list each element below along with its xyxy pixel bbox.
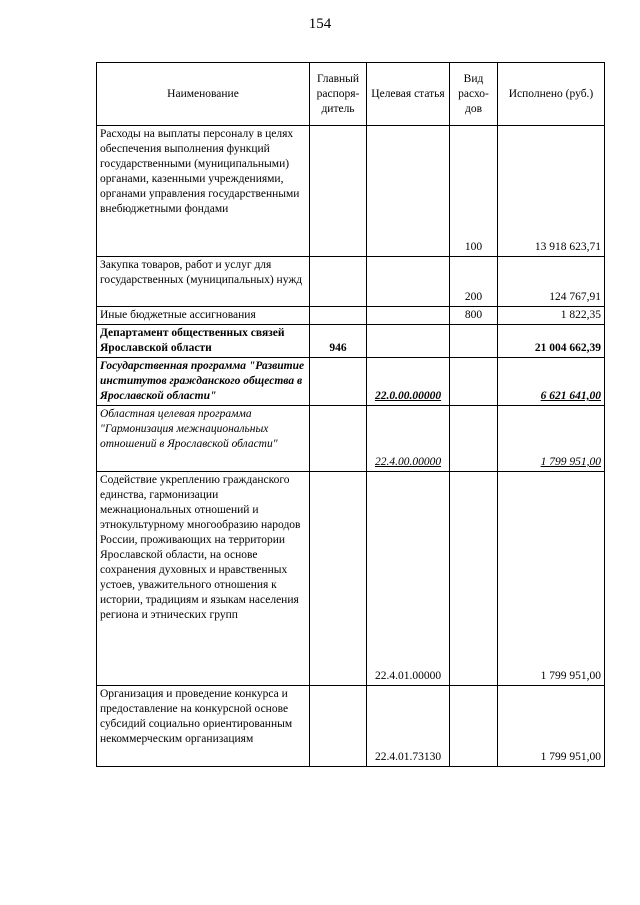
- page-number: 154: [308, 16, 332, 32]
- row-target: 22.4.01.73130: [367, 686, 450, 767]
- row-name: Областная целевая программа "Гармонизация межнациональных отношений в Ярославской области": [97, 406, 310, 472]
- header-executed: Исполнено (руб.): [498, 63, 605, 126]
- row-kind: [450, 325, 498, 358]
- row-name: Государственная программа "Развитие институтов гражданского общества в Ярославской области": [97, 358, 310, 406]
- table-row: [97, 686, 605, 767]
- row-kind: 100: [450, 126, 498, 257]
- table-row: [97, 472, 605, 686]
- row-kind: 800: [450, 307, 498, 325]
- row-target: [367, 325, 450, 358]
- header-name: Наименование: [97, 63, 310, 126]
- row-executed: 13 918 623,71: [498, 126, 605, 257]
- header-chief-manager: Главный распоря-дитель: [310, 63, 367, 126]
- row-chief: 946: [310, 325, 367, 358]
- row-chief: [310, 358, 367, 406]
- row-chief: [310, 307, 367, 325]
- table-header-row: [97, 63, 605, 126]
- row-target: [367, 126, 450, 257]
- table-row: [97, 325, 605, 358]
- row-chief: [310, 686, 367, 767]
- table-row: [97, 257, 605, 307]
- row-kind: [450, 686, 498, 767]
- row-name: Содействие укреплению гражданского единства, гармонизации межнациональных отношений и этнокультурному многообразию народов России, проживающих на территории Ярославской области, на основе сохранения духовных и нравственных устоев, уважительного отношения к истории, традициям и языкам населения региона и этнических групп: [97, 472, 310, 686]
- row-name: Закупка товаров, работ и услуг для государственных (муниципальных) нужд: [97, 257, 310, 307]
- row-executed: 6 621 641,00: [498, 358, 605, 406]
- row-target: 22.0.00.00000: [367, 358, 450, 406]
- row-target: [367, 257, 450, 307]
- row-name: Иные бюджетные ассигнования: [97, 307, 310, 325]
- row-target: [367, 307, 450, 325]
- header-expense-kind: Вид расхо-дов: [450, 63, 498, 126]
- row-executed: 1 799 951,00: [498, 472, 605, 686]
- row-chief: [310, 257, 367, 307]
- row-executed: 1 799 951,00: [498, 406, 605, 472]
- budget-execution-table: [96, 62, 605, 767]
- row-chief: [310, 472, 367, 686]
- row-kind: [450, 406, 498, 472]
- row-name: Организация и проведение конкурса и предоставление на конкурсной основе субсидий социально ориентированным некоммерческим организациям: [97, 686, 310, 767]
- table-row: [97, 358, 605, 406]
- row-executed: 1 822,35: [498, 307, 605, 325]
- row-kind: 200: [450, 257, 498, 307]
- header-target-article: Целевая статья: [367, 63, 450, 126]
- row-name: Департамент общественных связей Ярославской области: [97, 325, 310, 358]
- row-name: Расходы на выплаты персоналу в целях обеспечения выполнения функций государственными (муниципальными) органами, казенными учреждениями, органами управления государственными внебюджетными фондами: [97, 126, 310, 257]
- table-row: [97, 406, 605, 472]
- row-executed: 21 004 662,39: [498, 325, 605, 358]
- row-chief: [310, 126, 367, 257]
- row-executed: 124 767,91: [498, 257, 605, 307]
- table-row: [97, 126, 605, 257]
- row-kind: [450, 472, 498, 686]
- row-chief: [310, 406, 367, 472]
- table-row: [97, 307, 605, 325]
- row-target: 22.4.01.00000: [367, 472, 450, 686]
- row-kind: [450, 358, 498, 406]
- row-executed: 1 799 951,00: [498, 686, 605, 767]
- row-target: 22.4.00.00000: [367, 406, 450, 472]
